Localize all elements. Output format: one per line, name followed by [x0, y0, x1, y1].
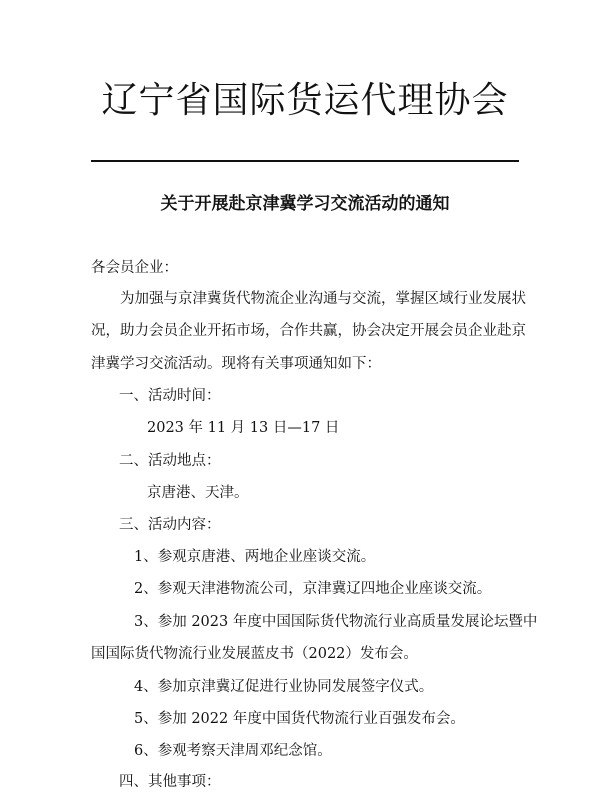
content-item-4: 4、参加京津冀辽促进行业协同发展签字仪式。 [134, 679, 434, 695]
intro-line-2: 况，助力会员企业开拓市场，合作共赢，协会决定开展会员企业赴京 [91, 323, 526, 339]
section-time-heading: 一、活动时间： [119, 388, 221, 404]
header-divider [91, 160, 519, 162]
notice-title: 关于开展赴京津冀学习交流活动的通知 [160, 194, 450, 214]
content-item-6: 6、参观考察天津周邓纪念馆。 [134, 743, 332, 759]
section-content-heading: 三、活动内容： [119, 517, 221, 533]
content-item-1: 1、参观京唐港、两地企业座谈交流。 [134, 549, 376, 565]
section-time-value: 2023 年 11 月 13 日—17 日 [147, 420, 340, 436]
organization-name: 辽宁省国际货运代理协会 [101, 80, 509, 121]
salutation: 各会员企业： [91, 260, 178, 276]
content-item-5: 5、参加 2022 年度中国货代物流行业百强发布会。 [134, 711, 465, 727]
section-place-heading: 二、活动地点： [119, 453, 221, 469]
section-other-heading: 四、其他事项： [119, 774, 221, 790]
intro-line-3: 津冀学习交流活动。现将有关事项通知如下： [91, 356, 381, 372]
content-item-3-continued: 国国际货代物流行业发展蓝皮书（2022）发布会。 [91, 646, 418, 662]
content-item-2: 2、参观天津港物流公司，京津冀辽四地企业座谈交流。 [134, 581, 492, 597]
content-item-3: 3、参加 2023 年度中国国际货代物流行业高质量发展论坛暨中 [134, 614, 538, 630]
section-place-value: 京唐港、天津。 [147, 485, 249, 501]
intro-line-1: 为加强与京津冀货代物流企业沟通与交流，掌握区域行业发展状 [120, 291, 526, 307]
